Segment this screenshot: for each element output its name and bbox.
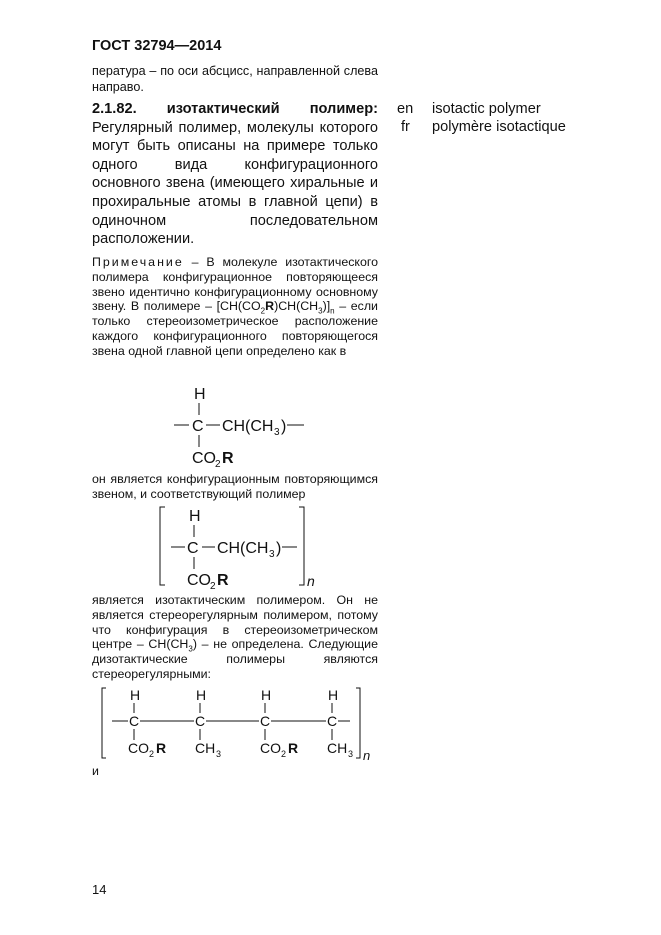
- formula2-co: CO: [187, 572, 211, 589]
- formula3-bottom: CO: [128, 740, 149, 756]
- formula3-h: H: [196, 687, 207, 703]
- formula3-c: C: [195, 713, 206, 729]
- entry-term-first: изотактический: [166, 101, 280, 117]
- formula1-sub2: 2: [215, 459, 221, 470]
- formula2-h: H: [189, 508, 201, 525]
- note-paragraph-1: [92, 255, 378, 359]
- formula3-bottom: CO: [260, 740, 281, 756]
- formula3-bottom: CH: [327, 740, 348, 756]
- formula3-bottom: CH: [195, 740, 216, 756]
- formula2-r: R: [217, 572, 229, 589]
- en-term: isotactic polymer: [432, 101, 541, 117]
- lang-code-fr: fr: [401, 119, 410, 135]
- note-inline-formula: $[CH(CO_2R)CH(CH_3)]_n$: [216, 299, 335, 316]
- formula1-r: R: [222, 450, 234, 467]
- formula1-ch: CH: [222, 418, 246, 435]
- page-number: 14: [92, 882, 107, 897]
- entry-number: 2.1.82.: [92, 101, 137, 117]
- formula2-ch: CH: [217, 540, 241, 557]
- formula3-h: H: [261, 687, 272, 703]
- lang-code-en: en: [397, 101, 414, 117]
- formula3-n: n: [363, 748, 371, 763]
- formula3-c: C: [129, 713, 140, 729]
- formula1-close: ): [281, 418, 287, 435]
- formula1-co: CO: [192, 450, 216, 467]
- formula2-c: C: [187, 540, 199, 557]
- formula1-c: C: [192, 418, 204, 435]
- note-paragraph-2: он является конфигурационным повторяющимся звеном, и соответствующий полимер: [92, 472, 378, 501]
- formula3-r: R: [288, 740, 299, 756]
- note-text-2: – если только стереоизометрическое расположение каждого конфигурационного повторяющегося звена одной главной цепи определено как в: [92, 299, 378, 358]
- formula2-ch3: (CH: [240, 540, 269, 557]
- intro-text: пература – по оси абсцисс, направленной слева направо.: [92, 64, 378, 94]
- fr-term: polymère isotactique: [432, 119, 566, 135]
- formula3-r: R: [156, 740, 167, 756]
- entry-term-second: полимер:: [309, 101, 378, 117]
- formula1-sub3: 3: [274, 427, 280, 438]
- formula2-sub2: 2: [210, 581, 216, 592]
- structural-formula-repeating-unit: [170, 383, 320, 473]
- formula3-bottom-sub: 2: [149, 749, 155, 759]
- note-label: Примечание: [92, 255, 184, 269]
- formula3-bottom-sub: 2: [281, 749, 287, 759]
- structural-formula-diisotactic: [100, 686, 380, 766]
- formula2-sub3: 3: [269, 549, 275, 560]
- term-heading: [92, 100, 378, 119]
- formula3-c: C: [327, 713, 338, 729]
- formula1-ch3: (CH: [245, 418, 274, 435]
- formula3-c: C: [260, 713, 271, 729]
- document-header: ГОСТ 32794—2014: [92, 38, 222, 54]
- entry-definition: Регулярный полимер, молекулы которого могут быть описаны на примере только одного вида конфигурационного основного звена (имеющего хиральные и прохиральные атомы в главной цепи) в одиночном последовательном расположении.: [92, 119, 378, 248]
- formula3-h: H: [130, 687, 141, 703]
- formula2-n: n: [307, 573, 315, 589]
- formula2-close: ): [276, 540, 282, 557]
- formula3-bottom-sub: 3: [216, 749, 222, 759]
- note-paragraph-3: является изотактическим полимером. Он не является стереорегулярным полимером, потому что конфигурация в стереоизометрическом центре – $CH(CH_3)$ – не определена. Следующие дизотактические полимеры являются стереорегулярными:: [92, 593, 378, 681]
- formula3-bottom-sub: 3: [348, 749, 354, 759]
- note-conjunction: и: [92, 764, 99, 778]
- formula3-h: H: [328, 687, 339, 703]
- term-entry: [92, 100, 378, 249]
- note-text-1: – В молекуле изотактического полимера конфигурационное повторяющееся звено идентично конфигурационному основному звену. В полимере –: [92, 255, 378, 314]
- formula1-h: H: [194, 386, 206, 403]
- structural-formula-polymer: [157, 505, 327, 590]
